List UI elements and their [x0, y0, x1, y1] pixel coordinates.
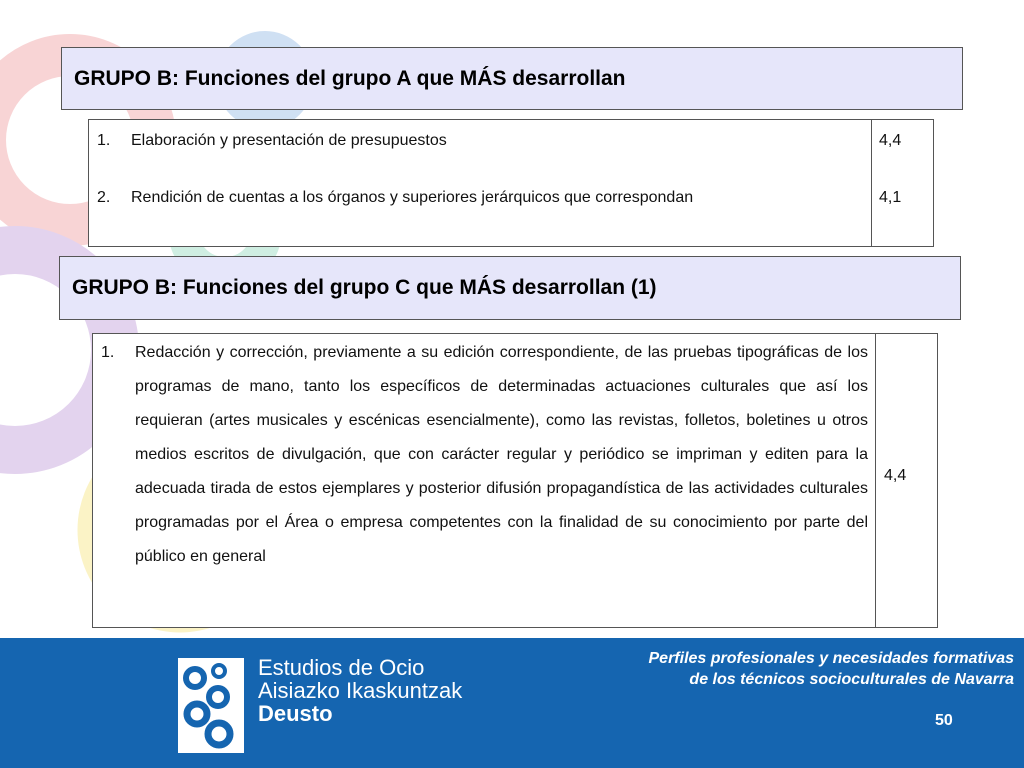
item-value: 4,1: [879, 189, 902, 206]
item-number: 1.: [97, 132, 111, 149]
section-c-title: GRUPO B: Funciones del grupo C que MÁS desarrollan (1): [72, 276, 657, 299]
list-item: [97, 189, 863, 246]
logo-line-3: Deusto: [258, 701, 333, 726]
item-value: 4,4: [879, 132, 902, 149]
section-a-values-cell: [872, 120, 934, 247]
item-number: 1.: [101, 344, 115, 361]
list-item: [97, 132, 863, 189]
section-a-header: [61, 47, 963, 110]
item-text: Elaboración y presentación de presupuestos: [131, 132, 447, 149]
section-c-header: [59, 256, 961, 320]
footer-caption-line-1: Perfiles profesionales y necesidades formativas: [648, 650, 1014, 667]
item-text: Redacción y corrección, previamente a su edición correspondiente, de las pruebas tipográficas de los programas de mano, tanto los específicos de determinadas actuaciones culturales que así los requieran (artes musicales y escénicas esencialmente), como las revistas, folletos, boletines u otros medios escritos de divulgación, que con carácter regular y periódico se impriman y editen para la adecuada tirada de estos ejemplares y posterior difusión propagandística de las actividades culturales programadas por el Área o empresa competentes con la finalidad de su conocimiento por parte del público en general: [135, 344, 868, 565]
logo-line-2: Aisiazko Ikaskuntzak: [258, 678, 463, 703]
item-value: 4,4: [876, 334, 938, 628]
footer-caption-line-2: de los técnicos socioculturales de Navarra: [689, 671, 1014, 688]
logo-line-1: Estudios de Ocio: [258, 655, 425, 680]
page-number: 50: [935, 712, 953, 729]
section-a-title: GRUPO B: Funciones del grupo A que MÁS desarrollan: [74, 66, 626, 90]
list-item: [101, 345, 868, 574]
item-number: 2.: [97, 189, 111, 206]
footer-bar: [0, 638, 1024, 768]
logo-wordmark: [258, 656, 462, 725]
section-a-items-cell: [89, 120, 872, 247]
footer-caption: [649, 648, 1015, 690]
deusto-logo-icon: [178, 658, 244, 753]
section-c-items-cell: [93, 334, 876, 628]
section-a-table: [88, 119, 934, 247]
section-c-table: [92, 333, 938, 628]
item-text: Rendición de cuentas a los órganos y superiores jerárquicos que correspondan: [131, 189, 694, 206]
